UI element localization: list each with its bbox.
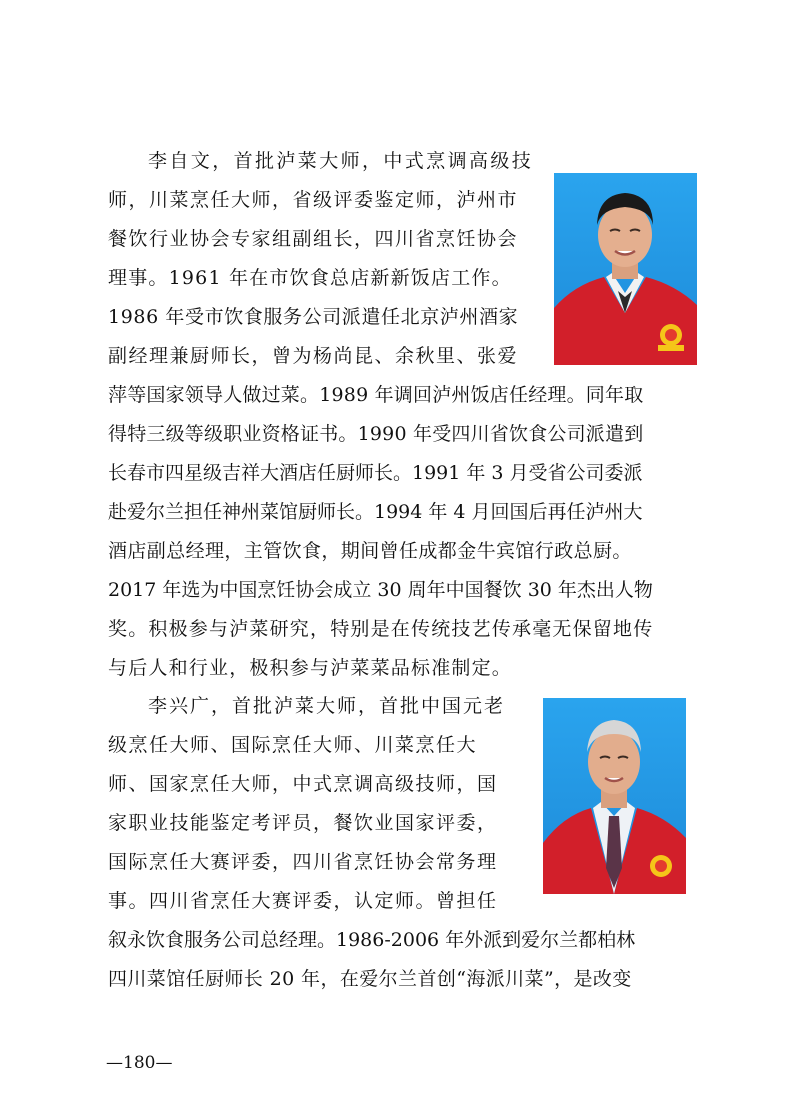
s2-line-1: 李兴广，首批泸菜大师，首批中国元老 [148,695,506,717]
s2-line-4: 家职业技能鉴定考评员，餐饮业国家评委， [108,812,498,834]
s1-line-5: 1986 年受市饮食服务公司派遣任北京泸州酒家 [108,306,519,328]
s2-line-6: 事。四川省烹任大赛评委，认定师。曾担任 [108,890,498,912]
s1-line-12: 2017 年选为中国烹饪协会成立 30 周年中国餐饮 30 年杰出人物 [108,579,653,601]
s1-line-6: 副经理兼厨师长，曾为杨尚昆、余秋里、张爱 [108,345,519,367]
portrait-illustration [554,173,697,365]
portrait-illustration [543,698,686,894]
s1-line-8: 得特三级等级职业资格证书。1990 年受四川省饮食公司派遣到 [108,423,644,445]
s1-line-7: 萍等国家领导人做过菜。1989 年调回泸州饭店任经理。同年取 [108,384,644,406]
s1-line-2: 师，川菜烹任大师，省级评委鉴定师，泸州市 [108,189,519,211]
page-number: —180— [106,1053,173,1073]
s2-line-8: 四川菜馆任厨师长 20 年，在爱尔兰首创“海派川菜”，是改变 [108,968,632,990]
portrait-photo-li-xingguang [543,698,686,894]
s2-line-5: 国际烹任大赛评委，四川省烹饪协会常务理 [108,851,498,873]
s1-line-11: 酒店副总经理，主管饮食，期间曾任成都金牛宾馆行政总厨。 [108,540,632,562]
s1-line-4: 理事。1961 年在市饮食总店新新饭店工作。 [108,267,512,289]
s1-line-3: 餐饮行业协会专家组副组长，四川省烹饪协会 [108,228,519,250]
s1-line-1: 李自文，首批泸菜大师，中式烹调高级技 [148,150,534,172]
s1-line-9: 长春市四星级吉祥大酒店任厨师长。1991 年 3 月受省公司委派 [108,462,643,484]
portrait-photo-li-ziwen [554,173,697,365]
s1-line-10: 赴爱尔兰担任神州菜馆厨师长。1994 年 4 月回国后再任泸州大 [108,501,643,523]
s2-line-2: 级烹任大师、国际烹任大师、川菜烹任大 [108,734,478,756]
s2-line-3: 师、国家烹任大师，中式烹调高级技师，国 [108,773,498,795]
s2-line-7: 叙永饮食服务公司总经理。1986-2006 年外派到爱尔兰都柏林 [108,929,636,951]
s1-line-14: 与后人和行业，极积参与泸菜菜品标准制定。 [108,657,513,679]
s1-line-13: 奖。积极参与泸菜研究，特别是在传统技艺传承毫无保留地传 [108,618,654,640]
